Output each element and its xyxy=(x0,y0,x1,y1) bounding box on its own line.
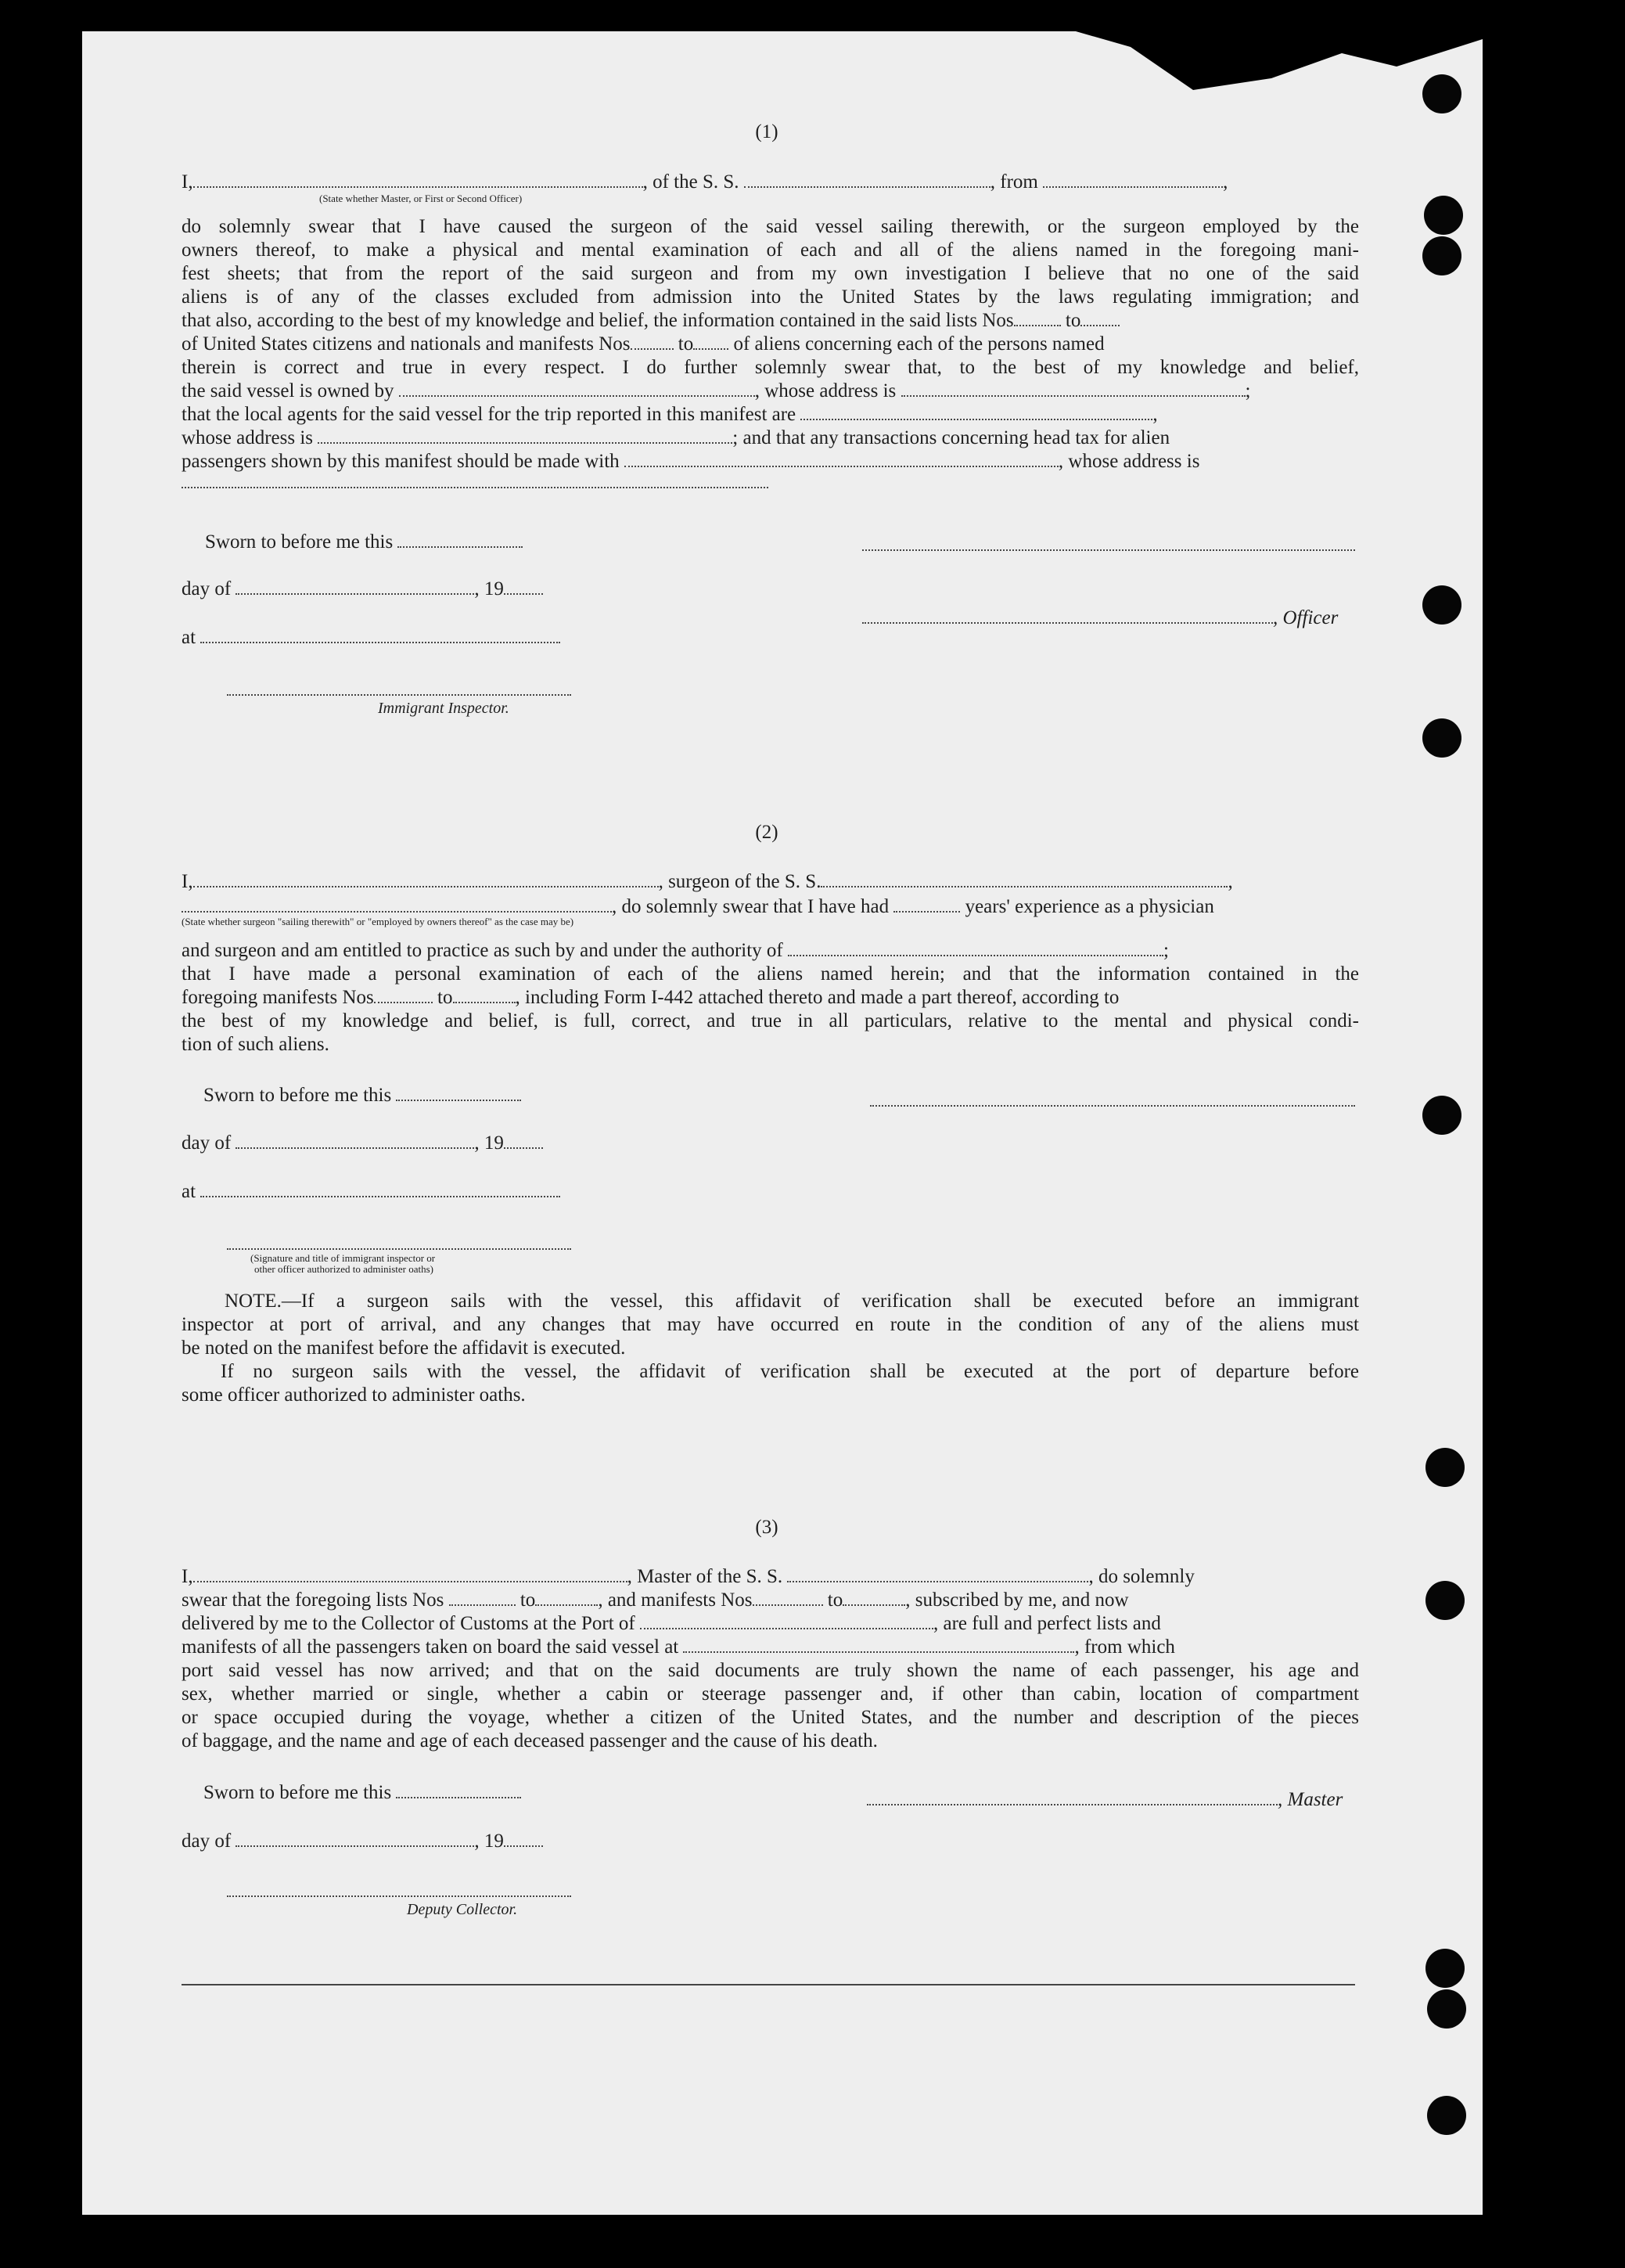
sworn-line: Sworn to before me this xyxy=(205,531,596,554)
place-field[interactable] xyxy=(200,1182,560,1197)
inspector-signature-line[interactable] xyxy=(227,1247,571,1250)
section-number: (2) xyxy=(755,822,778,843)
manifests-from-field[interactable] xyxy=(374,988,433,1003)
affidavit-text: fest sheets; that from the report of the said surgeon and from my own investigation I believe that no one of the said xyxy=(182,263,1359,284)
binder-hole xyxy=(1422,236,1461,275)
lists-to-field[interactable] xyxy=(535,1590,598,1606)
year-field[interactable] xyxy=(504,579,543,595)
affidavit-text: aliens is of any of the classes excluded from admission into the United States by the laws regulating immigration; and xyxy=(182,286,1359,308)
affidavit-text: or space occupied during the voyage, whether a citizen of the United States, and the number and description of the pieces xyxy=(182,1707,1359,1728)
sworn-date-field[interactable] xyxy=(396,1085,521,1101)
binder-hole xyxy=(1425,1581,1465,1620)
affidavit-text: whose address is ; and that any transactions concerning head tax for alien xyxy=(182,427,1170,448)
collector-signature-line[interactable] xyxy=(227,1894,571,1897)
binder-hole xyxy=(1422,1096,1461,1135)
affidavit-line: I, , surgeon of the S. S. , xyxy=(182,871,1233,892)
agents-field[interactable] xyxy=(800,405,1152,420)
inspector-caption: Immigrant Inspector. xyxy=(378,700,509,717)
field-caption: (State whether Master, or First or Second Officer) xyxy=(319,193,523,204)
day-line: day of , 19 xyxy=(182,578,620,601)
sworn-date-field[interactable] xyxy=(397,532,523,548)
section-number: (3) xyxy=(755,1517,778,1538)
owner-address-field[interactable] xyxy=(901,381,1246,397)
day-line: day of , 19 xyxy=(182,1132,620,1155)
master-line: , Master xyxy=(867,1788,1368,1812)
officer-signature-field[interactable] xyxy=(862,608,1273,624)
master-signature-field[interactable] xyxy=(867,1790,1278,1805)
sworn-line: Sworn to before me this xyxy=(203,1084,595,1107)
vessel-name-field[interactable] xyxy=(787,1567,1088,1582)
day-line: day of , 19 xyxy=(182,1830,620,1853)
day-field[interactable] xyxy=(235,1133,474,1149)
binder-hole xyxy=(1422,718,1461,758)
affidavit-text: delivered by me to the Collector of Customs at the Port of , are full and perfect lists and xyxy=(182,1613,1161,1634)
binder-hole xyxy=(1425,1949,1465,1988)
section-number: (1) xyxy=(755,121,778,142)
bottom-rule xyxy=(182,1984,1355,1985)
place-field[interactable] xyxy=(200,628,560,643)
departure-port-field[interactable] xyxy=(1043,172,1223,188)
binder-hole xyxy=(1422,585,1461,625)
affidavit-text: of United States citizens and nationals and manifests Nos to of aliens concerning each of the persons named xyxy=(182,333,1105,355)
affidavit-text: swear that the foregoing lists Nos to , and manifests Nos to , subscribed by me, and now xyxy=(182,1589,1129,1611)
affidavit-text: the best of my knowledge and belief, is full, correct, and true in all particulars, relative to the mental and physical condi- xyxy=(182,1010,1359,1031)
vessel-name-field[interactable] xyxy=(744,172,990,188)
head-tax-agent-field[interactable] xyxy=(624,452,1059,467)
affidavit-text: that also, according to the best of my knowledge and belief, the information contained in the said lists Nos to xyxy=(182,309,1359,333)
affidavit-text: foregoing manifests Nos to , including Form I-442 attached thereto and made a part thereof, according to xyxy=(182,987,1120,1008)
port-field[interactable] xyxy=(640,1614,933,1629)
collector-caption: Deputy Collector. xyxy=(407,1901,518,1918)
affidavit-text: port said vessel has now arrived; and that on the said documents are truly shown the name of each passenger, his age and xyxy=(182,1660,1359,1681)
note-text: some officer authorized to administer oaths. xyxy=(182,1384,526,1406)
vessel-name-field[interactable] xyxy=(821,872,1228,887)
years-field[interactable] xyxy=(893,897,960,913)
lists-from-field[interactable] xyxy=(1014,311,1061,326)
binder-hole xyxy=(1425,1448,1465,1487)
note-text: be noted on the manifest before the affidavit is executed. xyxy=(182,1337,626,1359)
affidavit-text: sex, whether married or single, whether a cabin or steerage passenger and, if other than cabin, location of compartment xyxy=(182,1683,1359,1705)
officer-line: , Officer xyxy=(862,607,1363,630)
affidavit-text: the said vessel is owned by , whose address is ; xyxy=(182,380,1251,401)
affidavit-text: and surgeon and am entitled to practice as such by and under the authority of ; xyxy=(182,940,1169,961)
note-text: inspector at port of arrival, and any changes that may have occurred en route in the condition of any of the aliens must xyxy=(182,1314,1359,1335)
binder-hole xyxy=(1422,74,1461,113)
officer-name-field[interactable] xyxy=(193,172,643,188)
at-line: at xyxy=(182,1180,588,1204)
note-text: If no surgeon sails with the vessel, the affidavit of verification shall be executed at the port of departure before xyxy=(221,1361,1359,1382)
year-field[interactable] xyxy=(504,1133,543,1149)
binder-hole xyxy=(1427,1989,1466,2029)
affidavit-text: that I have made a personal examination of each of the aliens named herein; and that the information contained in the xyxy=(182,963,1359,985)
signature-line[interactable] xyxy=(870,1103,1355,1107)
manifests-from-field[interactable] xyxy=(753,1590,823,1606)
signature-line[interactable] xyxy=(862,548,1355,551)
surgeon-name-field[interactable] xyxy=(193,872,659,887)
day-field[interactable] xyxy=(235,579,474,595)
affidavit-text: therein is correct and true in every respect. I do further solemnly swear that, to the best of my knowledge and belief, xyxy=(182,357,1359,378)
manifests-to-field[interactable] xyxy=(693,334,728,350)
affidavit-text: passengers shown by this manifest should be made with , whose address is xyxy=(182,451,1200,472)
agents-address-field[interactable] xyxy=(318,428,732,444)
binder-hole xyxy=(1424,196,1463,235)
boarding-port-field[interactable] xyxy=(683,1637,1074,1653)
lists-to-field[interactable] xyxy=(1080,311,1120,326)
affidavit-text: manifests of all the passengers taken on board the said vessel at , from which xyxy=(182,1636,1175,1658)
affidavit-text: of baggage, and the name and age of each deceased passenger and the cause of his death. xyxy=(182,1730,878,1751)
year-field[interactable] xyxy=(504,1831,543,1847)
note-text: NOTE.—If a surgeon sails with the vessel, this affidavit of verification shall be executed before an immigrant xyxy=(225,1291,1359,1312)
signature-caption: (Signature and title of immigrant inspector or xyxy=(250,1252,436,1264)
surgeon-type-field[interactable] xyxy=(182,897,612,913)
day-field[interactable] xyxy=(235,1831,474,1847)
sworn-line: Sworn to before me this xyxy=(203,1781,595,1805)
sworn-date-field[interactable] xyxy=(396,1783,521,1798)
lists-from-field[interactable] xyxy=(449,1590,516,1606)
manifests-to-field[interactable] xyxy=(453,988,516,1003)
affidavit-text: tion of such aliens. xyxy=(182,1034,329,1055)
master-name-field[interactable] xyxy=(193,1567,627,1582)
manifests-to-field[interactable] xyxy=(843,1590,905,1606)
affidavit-line: I, , of the S. S. , from , xyxy=(182,171,1228,193)
authority-field[interactable] xyxy=(788,941,1163,956)
affidavit-text: do solemnly swear that I have caused the surgeon of the said vessel sailing therewith, or the surgeon employed by the xyxy=(182,216,1359,237)
affidavit-text: owners thereof, to make a physical and mental examination of each and all of the aliens named in the foregoing mani- xyxy=(182,239,1359,261)
address-field[interactable] xyxy=(182,485,768,488)
affidavit-line: , do solemnly swear that I have had years' experience as a physician xyxy=(182,895,1359,919)
at-line: at xyxy=(182,626,588,650)
binder-hole xyxy=(1427,2096,1466,2135)
owner-field[interactable] xyxy=(399,381,755,397)
signature-caption: other officer authorized to administer oaths) xyxy=(254,1263,433,1275)
field-caption: (State whether surgeon "sailing therewith" or "employed by owners thereof" as the case may be) xyxy=(182,916,574,927)
affidavit-text: that the local agents for the said vessel for the trip reported in this manifest are , xyxy=(182,404,1158,425)
inspector-signature-line[interactable] xyxy=(227,693,571,696)
manifests-from-field[interactable] xyxy=(631,334,674,350)
affidavit-line: I, , Master of the S. S. , do solemnly xyxy=(182,1566,1195,1587)
